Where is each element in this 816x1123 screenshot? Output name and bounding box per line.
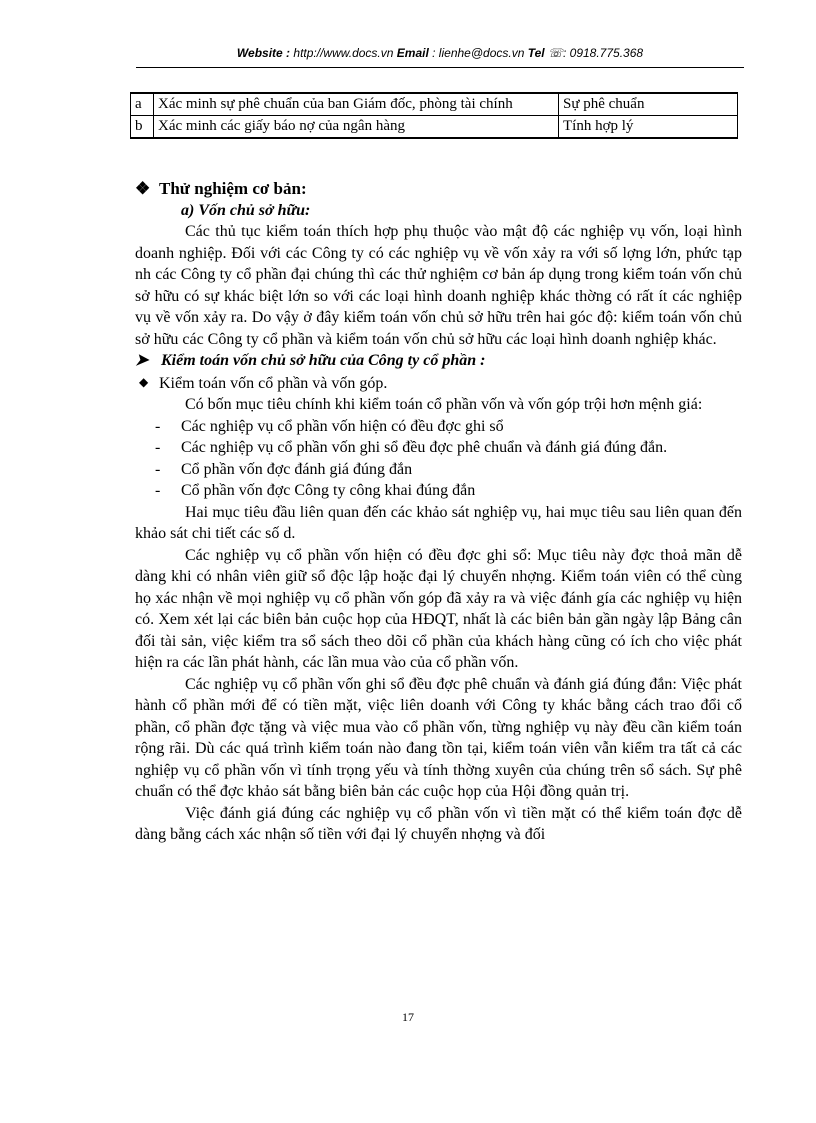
four-diamond-bullet-icon: ❖	[135, 179, 151, 198]
objectives-table	[130, 92, 738, 139]
table-cell-objective: Sự phê chuẩn	[559, 93, 738, 116]
dash-bullet: -	[155, 417, 161, 435]
section-heading: ❖ Thử nghiệm cơ bản:	[135, 179, 307, 198]
paragraph: Việc đánh giá đúng các nghiệp vụ cổ phần vốn vì tiền mặt có thể kiểm toán đợc dễ dàng bằng cách xác nhận số tiền với đại lý chuyển nhợng và đối	[135, 804, 742, 843]
dash-bullet: -	[155, 460, 161, 478]
dash-bullet: -	[155, 439, 161, 456]
dash-list-item: - Cổ phần vốn đợc Công ty công khai đúng đắn	[135, 480, 742, 502]
email-value: : lienhe@docs.vn	[432, 46, 525, 60]
table-row	[131, 93, 738, 116]
page-header	[136, 46, 744, 60]
table-cell-index: b	[131, 116, 154, 139]
document-body	[135, 178, 742, 846]
header-divider	[136, 67, 744, 68]
dash-list-item: - Các nghiệp vụ cổ phần vốn hiện có đều đợc ghi sổ	[135, 416, 742, 438]
phone-icon: ☏	[547, 46, 563, 60]
table-row	[131, 116, 738, 139]
paragraph: Các nghiệp vụ cổ phần vốn ghi sổ đều đợc phê chuẩn và đánh giá đúng đắn: Việc phát hành cổ phần mới để có tiền mặt, việc liên doanh với Công ty khác bằng cách trao đổi cổ phần, cổ phần đợc tặng và việc mua vào cổ phần vốn, từng nghiệp vụ này đều cần kiểm toán rộng rãi. Dù các quá trình kiểm toán nào đang tồn tại, kiểm toán viên vẫn kiểm tra tất cả các nghiệp vụ cổ phần vốn vì tính trọng yếu và tính thờng xuyên của chúng trên sổ sách. Sự phê chuẩn có thể đợc khảo sát bằng biên bản các cuộc họp của Hội đồng quản trị.	[135, 675, 742, 800]
diamond-bullet-icon: ◆	[139, 374, 149, 389]
website-value: http://www.docs.vn	[293, 46, 394, 60]
arrow-heading: ➤ Kiểm toán vốn chủ sở hữu của Công ty cổ phần :	[135, 350, 742, 372]
paragraph: Các nghiệp vụ cổ phần vốn hiện có đều đợc ghi sổ: Mục tiêu này đợc thoả mãn dễ dàng khi có nhân viên giữ sổ độc lập hoặc đại lý chuyển nhợng. Kiểm toán viên có thể cùng họ xác nhận về mọi nghiệp vụ cổ phần vốn góp đã xảy ra và việc đánh gía các nghiệp vụ hiện có. Xem xét lại các biên bản cuộc họp của HĐQT, nhất là các biên bản gần ngày lập Bảng cân đối tài sản, việc kiểm tra sổ sách theo dõi cổ phần của khách hàng cũng có ích cho việc phát hiện ra các lần phát hành, các lần mua vào của cổ phần vốn.	[135, 546, 742, 671]
paragraph: Có bốn mục tiêu chính khi kiểm toán cổ phần vốn và vốn góp trội hơn mệnh giá:	[185, 396, 703, 413]
page-number: 17	[402, 1010, 414, 1024]
paragraph: Hai mục tiêu đầu liên quan đến các khảo sát nghiệp vụ, hai mục tiêu sau liên quan đến khảo sát chi tiết các số d.	[135, 503, 742, 542]
website-label: Website :	[236, 46, 291, 60]
dash-bullet: -	[155, 482, 161, 499]
dash-list-item: - Các nghiệp vụ cổ phần vốn ghi sổ đều đợc phê chuẩn và đánh giá đúng đắn.	[135, 437, 742, 459]
tel-label: Tel	[527, 46, 545, 60]
arrow-bullet-icon: ➤	[135, 352, 149, 369]
subsection-heading: a) Vốn chủ sở hữu:	[181, 201, 311, 219]
tel-value: : 0918.775.368	[562, 46, 644, 60]
table-cell-objective: Tính hợp lý	[559, 116, 738, 139]
table-cell-index: a	[131, 93, 154, 116]
dash-list-item: - Cổ phần vốn đợc đánh giá đúng đắn	[135, 459, 742, 481]
diamond-list-item: ◆ Kiểm toán vốn cổ phần và vốn góp.	[135, 372, 742, 395]
table-cell-procedure: Xác minh sự phê chuẩn của ban Giám đốc, phòng tài chính	[154, 93, 559, 116]
paragraph: Các thủ tục kiểm toán thích hợp phụ thuộc vào mật độ các nghiệp vụ vốn, loại hình doanh nghiệp. Đối với các Công ty có các nghiệp vụ về vốn xảy ra với số lợng lớn, phức tạp nh các Công ty cổ phần đại chúng thì các thử nghiệm cơ bản áp dụng trong kiểm toán vốn chủ sở hữu có sự khác biệt lớn so với các loại hình doanh nghiệp khác thờng có rất ít các nghiệp vụ về vốn xảy ra. Do vậy ở đây kiểm toán vốn chủ sở hữu trên hai góc độ: kiểm toán vốn chủ sở hữu các Công ty cổ phần và kiểm toán vốn chủ sở hữu các loại hình doanh nghiệp khác.	[135, 223, 742, 348]
email-label: Email	[396, 46, 429, 60]
table-cell-procedure: Xác minh các giấy báo nợ của ngân hàng	[154, 116, 559, 139]
